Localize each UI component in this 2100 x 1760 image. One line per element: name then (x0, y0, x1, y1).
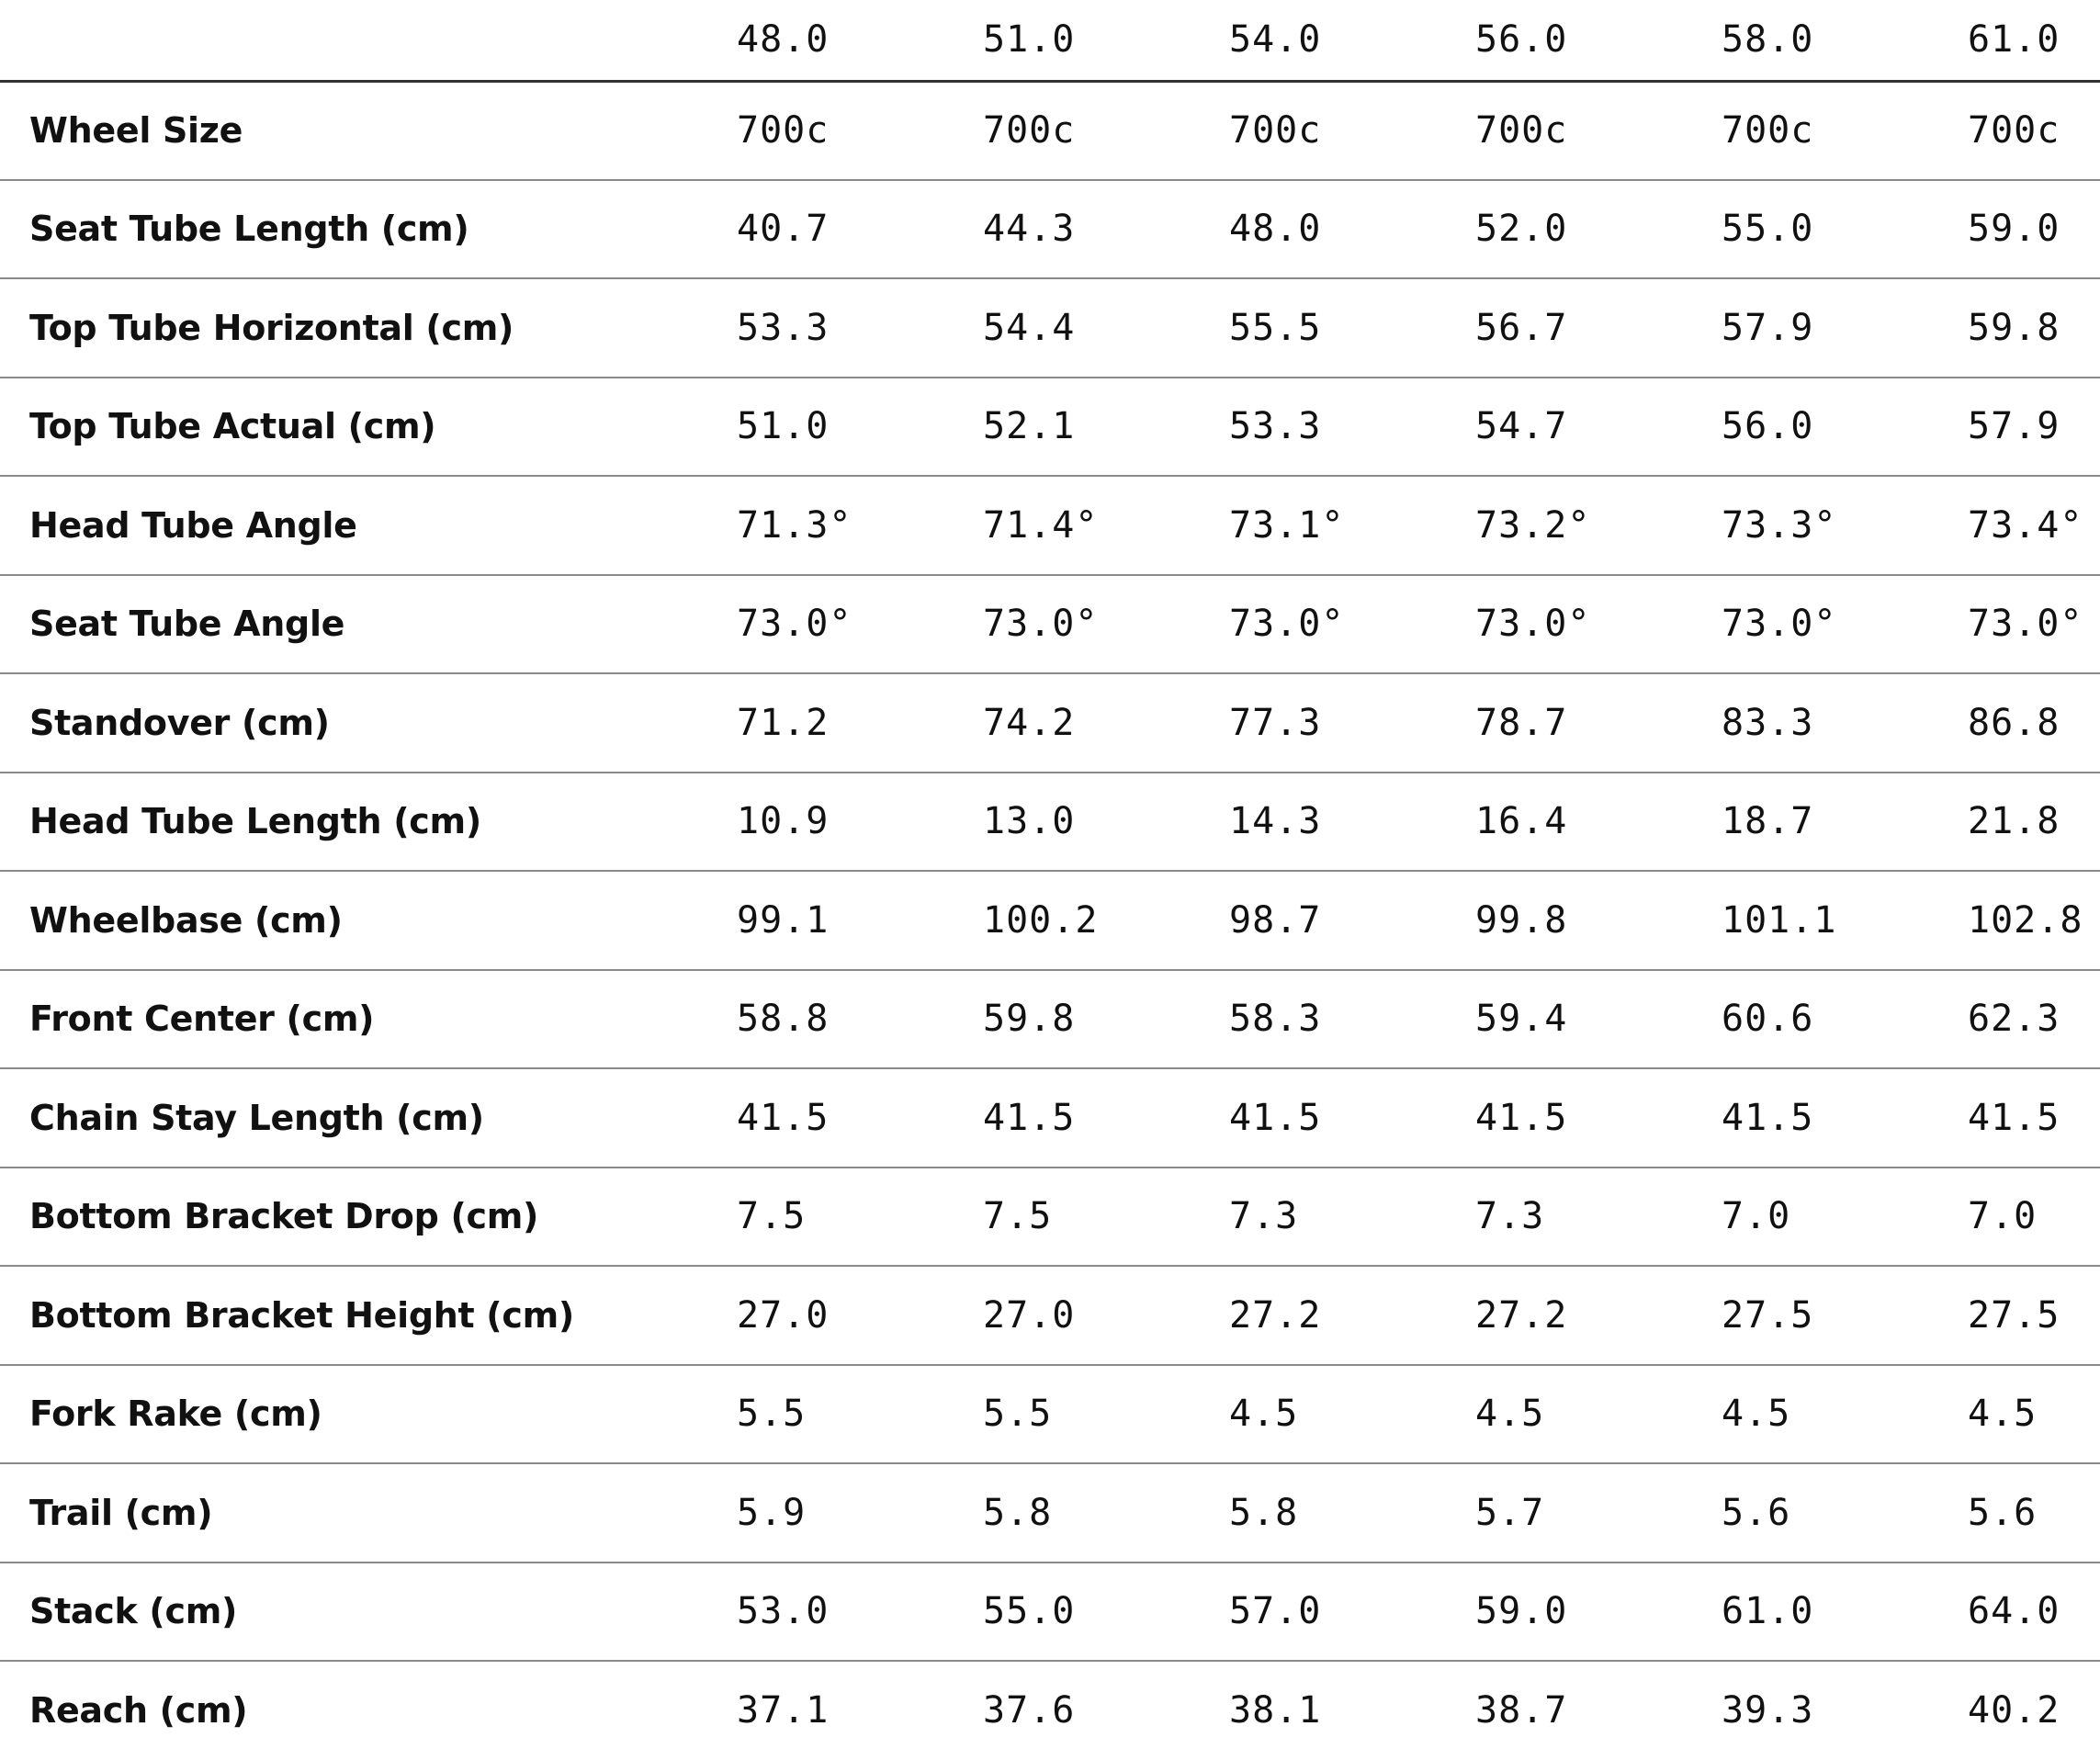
row-label: Front Center (cm) (0, 970, 724, 1069)
table-cell: 7.5 (970, 1168, 1216, 1267)
table-cell: 78.7 (1462, 673, 1709, 773)
table-row (0, 673, 2100, 773)
table-cell: 40.2 (1968, 1689, 2060, 1732)
table-cell: 59.0 (1955, 180, 2100, 279)
row-label: Wheelbase (cm) (0, 871, 724, 970)
table-cell: 5.8 (1216, 1463, 1462, 1563)
table-cell: 700c (1709, 81, 1955, 180)
row-label: Trail (cm) (0, 1463, 724, 1563)
table-cell: 73.0° (724, 575, 970, 674)
header-corner-cell (0, 0, 724, 81)
size-header-58: 58.0 (1709, 0, 1955, 81)
table-cell: 4.5 (1955, 1365, 2100, 1464)
row-label: Seat Tube Angle (0, 575, 724, 674)
size-header-61: 61.0 (1955, 0, 2100, 81)
row-label: Standover (cm) (0, 673, 724, 773)
table-row (0, 81, 2100, 180)
table-cell: 60.6 (1709, 970, 1955, 1069)
table-row (0, 1168, 2100, 1267)
table-cell: 73.0° (1955, 575, 2100, 674)
table-cell: 41.5 (1216, 1068, 1462, 1168)
row-label: Wheel Size (0, 81, 724, 180)
table-cell: 55.5 (1216, 278, 1462, 378)
table-cell: 54.4 (970, 278, 1216, 378)
row-label: Bottom Bracket Height (cm) (0, 1266, 724, 1365)
table-row (0, 180, 2100, 279)
table-cell: 73.4° (1955, 476, 2100, 575)
table-cell: 57.9 (1955, 378, 2100, 477)
table-cell: 73.1° (1216, 476, 1462, 575)
table-cell: 37.6 (983, 1689, 1076, 1732)
row-label: Chain Stay Length (cm) (0, 1068, 724, 1168)
table-row (0, 378, 2100, 477)
table-cell: 5.8 (970, 1463, 1216, 1563)
table-cell: 5.6 (1709, 1463, 1955, 1563)
table-cell: 27.5 (1955, 1266, 2100, 1365)
table-cell: 51.0 (724, 378, 970, 477)
table-cell: 27.0 (724, 1266, 970, 1365)
table-row (0, 476, 2100, 575)
table-cell: 10.9 (724, 773, 970, 872)
table-cell: 64.0 (1955, 1563, 2100, 1662)
row-label: Top Tube Actual (cm) (0, 378, 724, 477)
table-cell: 71.2 (724, 673, 970, 773)
table-cell: 48.0 (1216, 180, 1462, 279)
table-cell: 58.8 (724, 970, 970, 1069)
table-cell: 38.7 (1475, 1689, 1568, 1732)
table-cell: 700c (1462, 81, 1709, 180)
table-cell: 61.0 (1709, 1563, 1955, 1662)
table-cell: 41.5 (970, 1068, 1216, 1168)
table-cell: 37.1 (737, 1689, 830, 1732)
table-cell: 27.0 (970, 1266, 1216, 1365)
table-cell: 73.0° (1709, 575, 1955, 674)
table-cell: 71.3° (724, 476, 970, 575)
table-cell: 59.8 (970, 970, 1216, 1069)
table-cell: 16.4 (1462, 773, 1709, 872)
table-cell: 55.0 (1709, 180, 1955, 279)
table-row (0, 1463, 2100, 1563)
size-header-56: 56.0 (1462, 0, 1709, 81)
table-cell: 99.8 (1462, 871, 1709, 970)
table-cell: 73.0° (1216, 575, 1462, 674)
table-cell: 73.0° (1462, 575, 1709, 674)
table-cell: 38.1 (1229, 1689, 1322, 1732)
table-cell: 53.3 (1216, 378, 1462, 477)
table-cell: 100.2 (970, 871, 1216, 970)
table-cell: 27.2 (1462, 1266, 1709, 1365)
size-header-54: 54.0 (1216, 0, 1462, 81)
table-cell: 59.8 (1955, 278, 2100, 378)
table-row (0, 1661, 2100, 1760)
table-cell: 53.3 (724, 278, 970, 378)
table-cell: 7.3 (1216, 1168, 1462, 1267)
table-cell: 14.3 (1216, 773, 1462, 872)
table-cell: 7.5 (724, 1168, 970, 1267)
row-label: Head Tube Length (cm) (0, 773, 724, 872)
table-cell: 41.5 (1462, 1068, 1709, 1168)
table-row (0, 1266, 2100, 1365)
row-label: Head Tube Angle (0, 476, 724, 575)
size-header-51: 51.0 (970, 0, 1216, 81)
table-cell: 71.4° (970, 476, 1216, 575)
table-cell: 98.7 (1216, 871, 1462, 970)
table-cell: 700c (724, 81, 970, 180)
table-cell: 99.1 (724, 871, 970, 970)
table-row (0, 1068, 2100, 1168)
table-cell: 4.5 (1462, 1365, 1709, 1464)
table-cell: 4.5 (1216, 1365, 1462, 1464)
row-label: Reach (cm) (29, 1690, 248, 1732)
table-cell: 4.5 (1709, 1365, 1955, 1464)
table-cell: 41.5 (1955, 1068, 2100, 1168)
table-cell: 41.5 (1709, 1068, 1955, 1168)
table-cell: 56.7 (1462, 278, 1709, 378)
table-cell: 74.2 (970, 673, 1216, 773)
table-cell: 700c (970, 81, 1216, 180)
table-cell: 59.4 (1462, 970, 1709, 1069)
table-cell: 27.5 (1709, 1266, 1955, 1365)
size-header-48: 48.0 (724, 0, 970, 81)
table-cell: 73.0° (970, 575, 1216, 674)
table-cell: 77.3 (1216, 673, 1462, 773)
row-label: Stack (cm) (0, 1563, 724, 1662)
table-cell: 41.5 (724, 1068, 970, 1168)
table-cell: 18.7 (1709, 773, 1955, 872)
table-cell: 13.0 (970, 773, 1216, 872)
table-cell: 5.7 (1462, 1463, 1709, 1563)
row-label: Fork Rake (cm) (0, 1365, 724, 1464)
table-cell: 55.0 (970, 1563, 1216, 1662)
table-row (0, 278, 2100, 378)
table-cell: 57.9 (1709, 278, 1955, 378)
table-cell: 5.6 (1955, 1463, 2100, 1563)
table-cell: 39.3 (1722, 1689, 1814, 1732)
table-cell: 44.3 (970, 180, 1216, 279)
row-label: Seat Tube Length (cm) (0, 180, 724, 279)
table-row (0, 1365, 2100, 1464)
table-cell: 52.1 (970, 378, 1216, 477)
table-row (0, 773, 2100, 872)
table-cell: 73.2° (1462, 476, 1709, 575)
table-cell: 57.0 (1216, 1563, 1462, 1662)
table-cell: 58.3 (1216, 970, 1462, 1069)
row-label: Bottom Bracket Drop (cm) (0, 1168, 724, 1267)
table-cell: 59.0 (1462, 1563, 1709, 1662)
row-label: Top Tube Horizontal (cm) (0, 278, 724, 378)
table-cell: 56.0 (1709, 378, 1955, 477)
table-cell: 21.8 (1955, 773, 2100, 872)
table-cell: 86.8 (1955, 673, 2100, 773)
table-cell: 7.0 (1709, 1168, 1955, 1267)
table-cell: 5.5 (724, 1365, 970, 1464)
table-cell: 101.1 (1709, 871, 1955, 970)
table-row (0, 575, 2100, 674)
table-cell: 5.9 (724, 1463, 970, 1563)
table-cell: 62.3 (1955, 970, 2100, 1069)
table-cell: 5.5 (970, 1365, 1216, 1464)
table-row (0, 970, 2100, 1069)
table-cell: 40.7 (724, 180, 970, 279)
table-row (0, 1563, 2100, 1662)
table-cell: 102.8 (1955, 871, 2100, 970)
geometry-table-body (0, 81, 2100, 1760)
table-cell: 7.0 (1955, 1168, 2100, 1267)
table-cell: 73.3° (1709, 476, 1955, 575)
table-row (0, 871, 2100, 970)
table-cell: 700c (1955, 81, 2100, 180)
geometry-table-header (0, 0, 2100, 81)
table-cell: 54.7 (1462, 378, 1709, 477)
table-cell: 83.3 (1709, 673, 1955, 773)
table-cell: 52.0 (1462, 180, 1709, 279)
table-cell: 27.2 (1216, 1266, 1462, 1365)
table-cell: 700c (1216, 81, 1462, 180)
table-cell: 53.0 (724, 1563, 970, 1662)
size-header-row (0, 0, 2100, 81)
table-cell: 7.3 (1462, 1168, 1709, 1267)
